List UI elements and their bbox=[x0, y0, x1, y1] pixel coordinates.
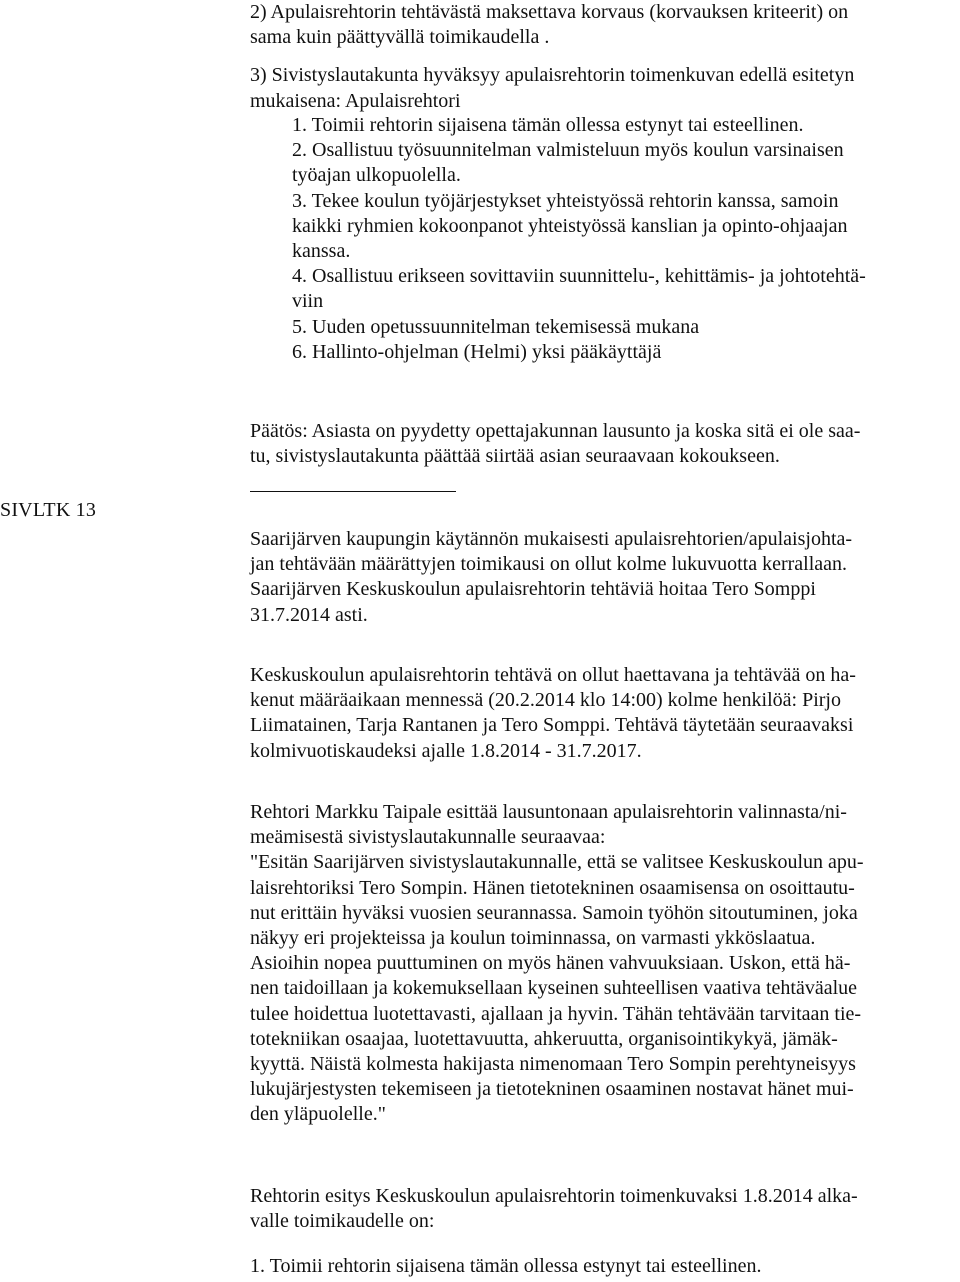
text-line: Rehtori Markku Taipale esittää lausuntonaan apulaisrehtorin valinnasta/ni- bbox=[250, 801, 847, 823]
list-item: 4. Osallistuu erikseen sovittaviin suunnittelu-, kehittämis- ja johtotehtä- bbox=[292, 265, 866, 288]
text-line: valle toimikaudelle on: bbox=[250, 1210, 435, 1233]
decision-line: tu, sivistyslautakunta päättää siirtää asian seuraavaan kokoukseen. bbox=[250, 445, 780, 468]
text-line: 31.7.2014 asti. bbox=[250, 603, 368, 626]
paragraph-principal-statement bbox=[250, 800, 954, 1128]
list-item: kaikki ryhmien kokoonpanot yhteistyössä kanslian ja opinto-ohjaajan bbox=[292, 214, 848, 237]
paragraph-applicants bbox=[250, 663, 954, 764]
text-line: näkyy eri projekteissa ja koulun toiminnassa, on varmasti ykköslaatua. bbox=[250, 927, 816, 950]
text-line: "Esitän Saarijärven sivistyslautakunnalle, että se valitsee Keskuskoulun apu- bbox=[250, 851, 864, 874]
text-line: den yläpuolelle." bbox=[250, 1103, 386, 1126]
text-line: lukujärjestysten tekemiseen ja tietotekninen osaaminen nostavat hänet mui- bbox=[250, 1078, 854, 1101]
text-line: kyyttä. Näistä kolmesta hakijasta nimenomaan Tero Sompin perehtyneisyys bbox=[250, 1053, 856, 1076]
text-line: 2) Apulaisrehtorin tehtävästä maksettava korvaus (korvauksen kriteerit) on bbox=[250, 1, 849, 23]
text-line: Saarijärven Keskuskoulun apulaisrehtorin tehtäviä hoitaa Tero Somppi bbox=[250, 578, 816, 601]
list-item: 5. Uuden opetussuunnitelman tekemisessä mukana bbox=[292, 315, 700, 338]
list-item: viin bbox=[292, 290, 324, 313]
text-line: Asioihin nopea puuttuminen on myös hänen vahvuuksiaan. Uskon, että hä- bbox=[250, 952, 851, 975]
decision-block bbox=[250, 419, 954, 469]
list-item: 1. Toimii rehtorin sijaisena tämän ollessa estynyt tai esteellinen. bbox=[292, 114, 804, 136]
list-item: 6. Hallinto-ohjelman (Helmi) yksi pääkäyttäjä bbox=[292, 340, 662, 363]
text-line: kolmivuotiskaudeksi ajalle 1.8.2014 - 31.7.2017. bbox=[250, 739, 642, 762]
section-label: SIVLTK 13 bbox=[0, 499, 97, 521]
text-line: Rehtorin esitys Keskuskoulun apulaisrehtorin toimenkuvaksi 1.8.2014 alka- bbox=[250, 1185, 858, 1207]
text-line: totekniikan osaajaa, luotettavuutta, ahkeruutta, organisointikykyä, jämäk- bbox=[250, 1027, 838, 1050]
list-item: 2. Osallistuu työsuunnitelman valmisteluun myös koulun varsinaisen bbox=[292, 139, 844, 162]
text-line: nut erittäin hyväksi vuosien seurannassa. Samoin työhön sitoutuminen, joka bbox=[250, 901, 858, 924]
text-line: Keskuskoulun apulaisrehtorin tehtävä on ollut haettavana ja tehtävää on ha- bbox=[250, 664, 856, 686]
text-line: sama kuin päättyvällä toimikaudella . bbox=[250, 26, 550, 49]
text-line: Liimatainen, Tarja Rantanen ja Tero Somppi. Tehtävä täytetään seuraavaksi bbox=[250, 714, 854, 737]
text-line: meämisestä sivistyslautakunnalle seuraavaa: bbox=[250, 826, 606, 849]
divider-line bbox=[250, 491, 456, 492]
list-item: kanssa. bbox=[292, 240, 351, 263]
decision-line: Päätös: Asiasta on pyydetty opettajakunnan lausunto ja koska sitä ei ole saa- bbox=[250, 420, 861, 442]
text-line: Saarijärven kaupungin käytännön mukaisesti apulaisrehtorien/apulaisjohta- bbox=[250, 528, 853, 550]
list-item: työajan ulkopuolella. bbox=[292, 164, 461, 187]
text-line: tulee hoidettua luotettavasti, ajallaan ja hyvin. Tähän tehtävään tarvitaan tie- bbox=[250, 1002, 862, 1025]
text-line: nen taidoillaan ja kokemuksellaan kyseinen suhteellisen vaativa tehtäväalue bbox=[250, 977, 858, 1000]
text-line: laisrehtoriksi Tero Sompin. Hänen tietotekninen osaamisensa on osoittautu- bbox=[250, 876, 855, 899]
text-line: 3) Sivistyslautakunta hyväksyy apulaisrehtorin toimenkuvan edellä esitetyn bbox=[250, 64, 855, 87]
list-item: 1. Toimii rehtorin sijaisena tämän ollessa estynyt tai esteellinen. bbox=[250, 1255, 762, 1277]
final-list bbox=[250, 1254, 954, 1279]
list-item: 3. Tekee koulun työjärjestykset yhteistyössä rehtorin kanssa, samoin bbox=[292, 189, 839, 212]
intro-block bbox=[250, 0, 954, 114]
text-line: mukaisena: Apulaisrehtori bbox=[250, 89, 461, 112]
paragraph-job-description-proposal bbox=[250, 1184, 954, 1234]
duties-list bbox=[250, 113, 954, 365]
text-line: kenut määräaikaan mennessä (20.2.2014 klo 14:00) kolme henkilöä: Pirjo bbox=[250, 689, 841, 712]
text-line: jan tehtävään määrättyjen toimikausi on ollut kolme lukuvuotta kerrallaan. bbox=[250, 553, 848, 576]
paragraph-appointment-practice bbox=[250, 527, 954, 628]
